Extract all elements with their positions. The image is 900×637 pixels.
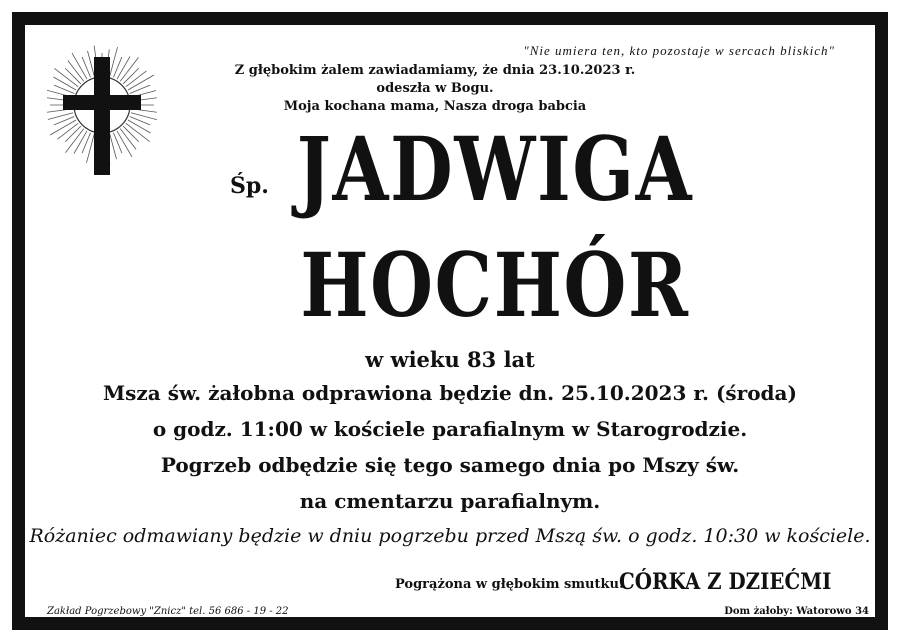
funeral-home-info: Zakład Pogrzebowy "Znicz" tel. 56 686 - 19 - 22 [47, 606, 289, 617]
mourners-names: CÓRKA Z DZIEĆMI [619, 569, 832, 595]
deceased-first-name: JADWIGA [296, 117, 694, 221]
cemetery-line: na cmentarzu parafialnym. [299, 489, 601, 513]
obituary-frame [12, 12, 888, 630]
prefix-sp: Śp. [230, 173, 269, 199]
rosary-line: Różaniec odmawiany będzie w dniu pogrzebu przed Mszą św. o godz. 10:30 w kościele. [29, 525, 871, 547]
memorial-quote: "Nie umiera ten, kto pozostaje w sercach bliskich" [523, 43, 835, 58]
mass-line: Msza św. żałobna odprawiona będzie dn. 25.10.2023 r. (środa) [103, 381, 797, 405]
house-of-mourning: Dom żałoby: Watorowo 34 [724, 606, 869, 617]
church-line: o godz. 11:00 w kościele parafialnym w Starogrodzie. [152, 417, 748, 441]
deceased-last-name: HOCHÓR [300, 233, 690, 337]
age-line: w wieku 83 lat [365, 347, 535, 372]
mourners-label: Pogrążona w głębokim smutku: [395, 577, 624, 592]
intro-line-2: odeszła w Bogu. [376, 81, 494, 96]
funeral-line: Pogrzeb odbędzie się tego samego dnia po Mszy św. [160, 453, 740, 477]
intro-line-1: Z głębokim żalem zawiadamiamy, że dnia 23.10.2023 r. [234, 63, 636, 78]
intro-line-3: Moja kochana mama, Nasza droga babcia [283, 99, 587, 114]
